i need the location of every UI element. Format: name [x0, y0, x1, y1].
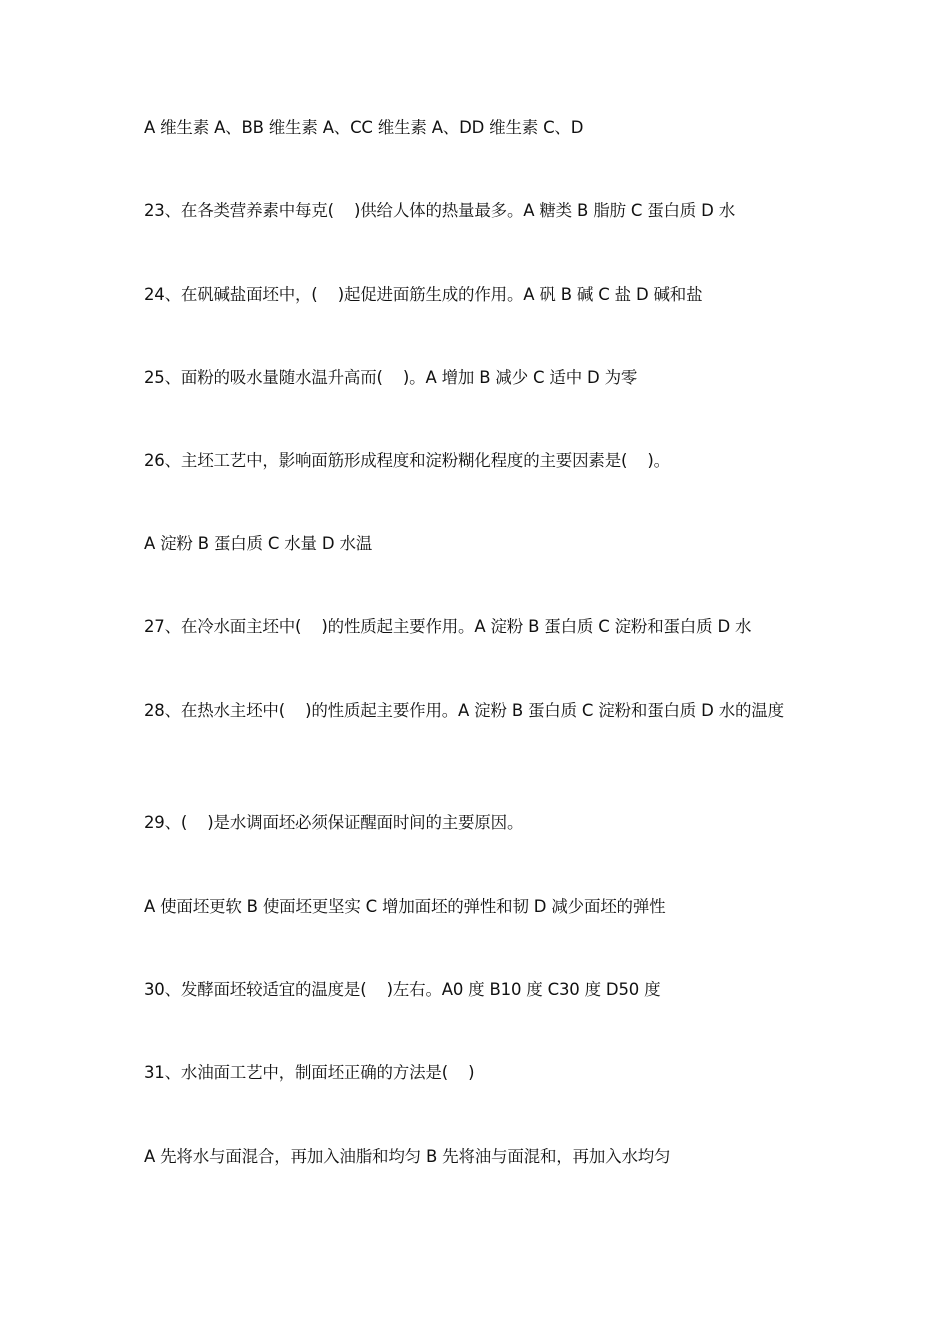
text-line-vitamin-options: A 维生素 A、BB 维生素 A、CC 维生素 A、DD 维生素 C、D [144, 118, 584, 137]
question-23: 23、在各类营养素中每克( )供给人体的热量最多。A 糖类 B 脂肪 C 蛋白质 D 水 [144, 201, 735, 220]
question-30: 30、发酵面坯较适宜的温度是( )左右。A0 度 B10 度 C30 度 D50 度 [144, 980, 661, 999]
question-29-options: A 使面坯更软 B 使面坯更坚实 C 增加面坯的弹性和韧 D 减少面坯的弹性 [144, 897, 666, 916]
question-29: 29、( )是水调面坯必须保证醒面时间的主要原因。 [144, 813, 524, 832]
question-31: 31、水油面工艺中，制面坯正确的方法是( ) [144, 1063, 475, 1082]
question-25: 25、面粉的吸水量随水温升高而( )。A 增加 B 减少 C 适中 D 为零 [144, 368, 638, 387]
question-24: 24、在矾碱盐面坯中，( )起促进面筋生成的作用。A 矾 B 碱 C 盐 D 碱和盐 [144, 285, 703, 304]
question-28: 28、在热水主坯中( )的性质起主要作用。A 淀粉 B 蛋白质 C 淀粉和蛋白质 D 水的温度 [144, 701, 784, 720]
question-26-options: A 淀粉 B 蛋白质 C 水量 D 水温 [144, 534, 373, 553]
question-31-options: A 先将水与面混合，再加入油脂和均匀 B 先将油与面混和，再加入水均匀 [144, 1147, 671, 1166]
question-27: 27、在冷水面主坯中( )的性质起主要作用。A 淀粉 B 蛋白质 C 淀粉和蛋白质 D 水 [144, 617, 752, 636]
question-26: 26、主坯工艺中，影响面筋形成程度和淀粉糊化程度的主要因素是( )。 [144, 451, 670, 470]
